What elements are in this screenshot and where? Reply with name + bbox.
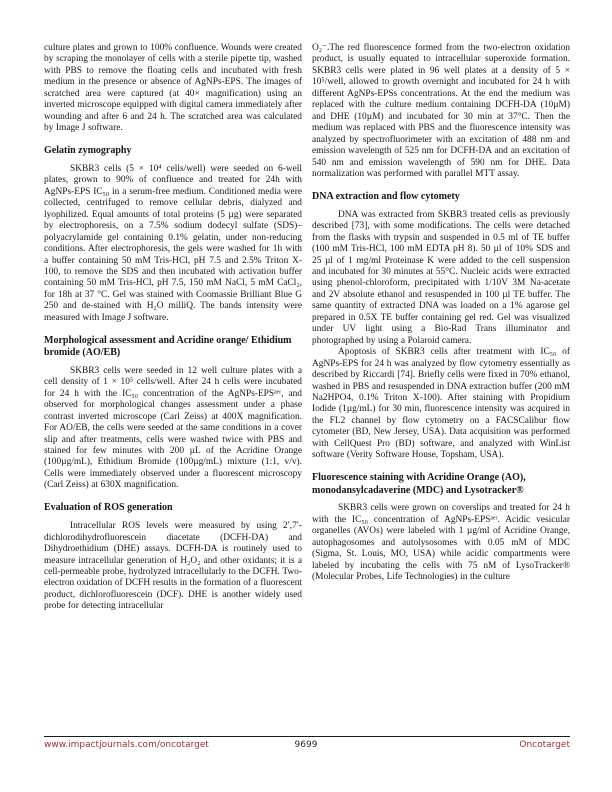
- section-heading-dna-extraction: DNA extraction and flow cytomety: [312, 190, 460, 202]
- paragraph: culture plates and grown to 100% confluence. Wounds were created by scraping the monolayer of cells with a sterile pipette tip, washed with PBS to remove the floating cells and incubated with fresh medium in the presence or absence of AgNPs-EPS. The images of scratched area were captured (at 40× magnification) using an inverted microscope equipped with digital camera immediately after wounding and after 6 and 24 h. The scratched area was calculated by Image J software.: [44, 43, 302, 134]
- paragraph: SKBR3 cells (5 × 10⁴ cells/well) were seeded on 6-well plates, grown to 90% of confluence and treated for 24h with AgNPs-EPS IC₅₀ in a serum-free medium. Conditioned media were collected, centrifuged to remove cellular debris, dialyzed and lyophilized. Equal amounts of total proteins (5 µg) were separated by electrophoresis, on a 7.5% sodium dodecyl sulfate (SDS)–polyacrylamide gel containing 0.1% gelatin, under non-reducing conditions. After electrophoresis, the gels were washed for 1h with a buffer containing 50 mM Tris-HCl, pH 7.5 and 2.5% Triton X-100, to remove the SDS and then incubated with activation buffer containing 50 mM Tris-HCl, pH 7.5, 150 mM NaCl, 5 mM CaCl₂, for 18h at 37 °C. Gel was stained with Coomassie Brilliant Blue G 250 and de-stained with H₂O milliQ. The bands intensity were measured with Image J software.: [44, 163, 302, 323]
- left-column: [44, 43, 302, 613]
- paragraph: SKBR3 cells were seeded in 12 well culture plates with a cell density of 1 × 10⁵ cells/well. After 24 h cells were incubated for 24 h with the IC₅₀ concentration of the AgNPs-EPSᵃᵉʳ, and observed for morphological changes assessment under a phase contrast inverted microscope (Carl Zeiss) at 400X magnification. For AO/EB, the cells were seeded at the same conditions in a cover slip and after treatments, cells were washed twice with PBS and stained for few minutes with 200 µL of the Acridine Orange (100µg/mL), Ethidium Bromide (100µg/mL) mixture (1:1, v/v). Cells were immediately observed under a fluorescent microscopy (Carl Zeiss) at 630X magnification.: [44, 365, 302, 491]
- section-heading-fluorescence-staining: Fluorescence staining with Acridine Orange (AO), monodansylcadaverine (MDC) and Lysotracker®: [312, 472, 526, 496]
- section-heading-ros-generation: Evaluation of ROS generation: [44, 502, 173, 514]
- paragraph: SKBR3 cells were grown on coverslips and treated for 24 h with the IC₅₀ concentration of AgNPs-EPSᵃᵉʳ. Acidic vesicular organelles (AVOs) were labeled with 1 µg/ml of Acridine Orange, autophagosomes and autolysosomes with 0.05 mM of MDC (Sigma, St. Louis, MO, USA) while acidic compartments were labeled by incubating the cells with 75 nM of LysoTracker® (Molecular Probes, Life Technologies) in the culture: [312, 503, 570, 583]
- paragraph: DNA was extracted from SKBR3 treated cells as previously described [73], with some modifications. The cells were detached from the flasks with trypsin and suspended in 0.5 ml of TE buffer (100 mM Tris-HCl, 100 mM EDTA pH 8). 50 µl of 10% SDS and 25 µl of 1 mg/ml Proteinase K were added to the cell suspension and incubated for 30 minutes at 55°C. Nucleic acids were extracted using phenol-chloroform, precipitated with 1/10V 3M Na-acetate and 2V absolute ethanol and resuspended in 100 µl TE buffer. The same quantity of extracted DNA was loaded on a 1% agarose gel prepared in 0.5X TE buffer containing gel red. Gel was visualized under UV light using a Bio-Rad Trans illuminator and photographed by using a Polaroid camera.: [312, 209, 570, 346]
- section-heading-morphological-assessment: Morphological assessment and Acridine orange/ Ethidium bromide (AO/EB): [44, 334, 292, 359]
- paragraph: Apoptosis of SKBR3 cells after treatment with IC₅₀ of AgNPs-EPS for 24 h was analyzed by flow cytometry essentially as described by Riccardi [74]. Briefly cells were fixed in 70% ethanol, washed in PBS and resuspended in DNA extraction buffer (200 mM Na2HPO4, 0.1% Triton X-100). After staining with Propidium Iodide (1µg/mL) for 30 min, fluorescence intensity was acquired in the FL2 channel by flow cytometry on a FACSCalibur flow cytometer (BD, New Jersey, USA). Data acquisition was performed with CellQuest Pro (BD) software, and analyzed with WinList software (Verity Software House, Topsham, USA).: [312, 347, 570, 461]
- two-column-body: [44, 43, 570, 613]
- footer-divider: [44, 736, 570, 737]
- section-heading-gelatin-zymography: Gelatin zymography: [44, 145, 132, 157]
- footer-journal-name: Oncotarget: [519, 740, 570, 750]
- right-column: [312, 43, 570, 613]
- footer-journal-url[interactable]: www.impactjournals.com/oncotarget: [44, 740, 209, 750]
- paragraph: O₂⁻.The red fluorescence formed from the two-electron oxidation product, is usually equated to intracellular superoxide formation. SKBR3 cells were plated in 96 well plates at a density of 5 × 10⁵/well, allowed to growth overnight and incubated for 24 h with different AgNPs-EPSs concentrations. At the end the medium was replaced with the culture medium containing DCFH-DA (10µM) and DHE (10µM) and incubated for 30 min at 37°C. Then the medium was replaced with PBS and the fluorescence intensity was analyzed by spectrofluorimeter with an excitation of 488 nm and emission wavelength of 525 nm for DCFH-DA and an excitation of 540 nm and emission wavelength of 590 nm for DHE. Data normalization was performed with parallel MTT assay.: [312, 43, 570, 179]
- footer-page-number: 9699: [294, 740, 318, 750]
- paragraph: Intracellular ROS levels were measured by using 2′,7′-dichlorodihydrofluorescein diacetate (DCFH-DA) and Dihydroethidium (DHE) assays. DCFH-DA is routinely used to measure intracellular generation of H₂O₂ and other oxidants; it is a cell-permeable probe, hydrolyzed intracellularly to the DCFH. Two-electron oxidation of DCFH results in the formation of a fluorescent product, dichlorofluorescein (DCF). DHE is another widely used probe for detecting intracellular: [44, 521, 302, 612]
